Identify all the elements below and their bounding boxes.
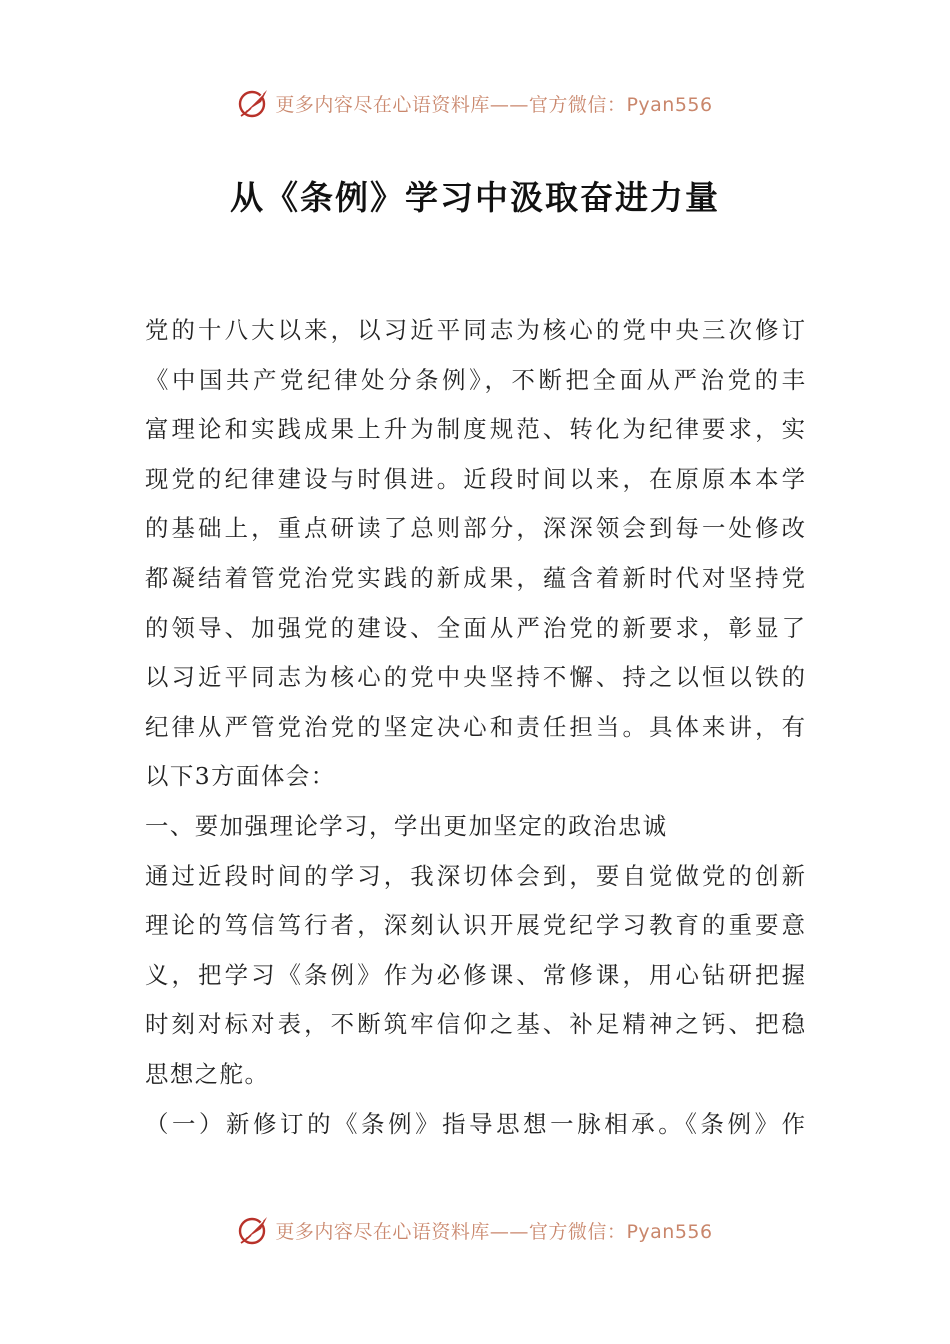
- watermark-banner-top: [0, 83, 950, 123]
- quill-logo-icon: [237, 1213, 271, 1247]
- body-line: 现党的纪律建设与时俱进。近段时间以来，在原原本本学: [145, 464, 805, 493]
- watermark-wechat-label: 官方微信：: [528, 1220, 627, 1243]
- watermark-wechat-label: 官方微信：: [528, 93, 627, 116]
- body-line: 时刻对标对表，不断筑牢信仰之基、补足精神之钙、把稳: [145, 1010, 805, 1039]
- quill-logo-icon: [237, 86, 271, 120]
- watermark-wechat-id: Pyan556: [626, 1220, 713, 1243]
- document-title: 从《条例》学习中汲取奋进力量: [230, 178, 720, 217]
- body-line: 义，把学习《条例》作为必修课、常修课，用心钻研把握: [145, 960, 805, 989]
- body-line: 的基础上，重点研读了总则部分，深深领会到每一处修改: [145, 514, 805, 543]
- body-line: 通过近段时间的学习，我深切体会到，要自觉做党的创新: [145, 861, 805, 890]
- body-line: 以习近平同志为核心的党中央坚持不懈、持之以恒以铁的: [145, 663, 805, 692]
- watermark-banner-bottom: [0, 1210, 950, 1250]
- body-line: （一）新修订的《条例》指导思想一脉相承。《条例》作: [145, 1109, 805, 1138]
- watermark-dash: ——: [489, 93, 529, 116]
- document-body: [145, 306, 805, 1149]
- body-line: 的领导、加强党的建设、全面从严治党的新要求，彰显了: [145, 613, 805, 642]
- watermark-brand: 更多内容尽在心语资料库: [275, 1220, 490, 1243]
- watermark-wechat-id: Pyan556: [626, 93, 713, 116]
- body-line: 一、要加强理论学习，学出更加坚定的政治忠诚: [145, 811, 668, 840]
- body-line: 思想之舵。: [145, 1059, 270, 1088]
- body-line: 纪律从严管党治党的坚定决心和责任担当。具体来讲，有: [145, 712, 805, 741]
- body-line: 《中国共产党纪律处分条例》，不断把全面从严治党的丰: [145, 365, 805, 394]
- body-line: 以下3方面体会：: [145, 762, 336, 791]
- watermark-brand: 更多内容尽在心语资料库: [275, 93, 490, 116]
- body-line: 理论的笃信笃行者，深刻认识开展党纪学习教育的重要意: [145, 911, 805, 940]
- body-line: 都凝结着管党治党实践的新成果，蕴含着新时代对坚持党: [145, 563, 805, 592]
- body-line: 富理论和实践成果上升为制度规范、转化为纪律要求，实: [145, 415, 805, 444]
- watermark-text: [275, 1217, 712, 1244]
- watermark-dash: ——: [489, 1220, 529, 1243]
- body-line: 党的十八大以来，以习近平同志为核心的党中央三次修订: [145, 316, 805, 344]
- watermark-text: [275, 90, 712, 117]
